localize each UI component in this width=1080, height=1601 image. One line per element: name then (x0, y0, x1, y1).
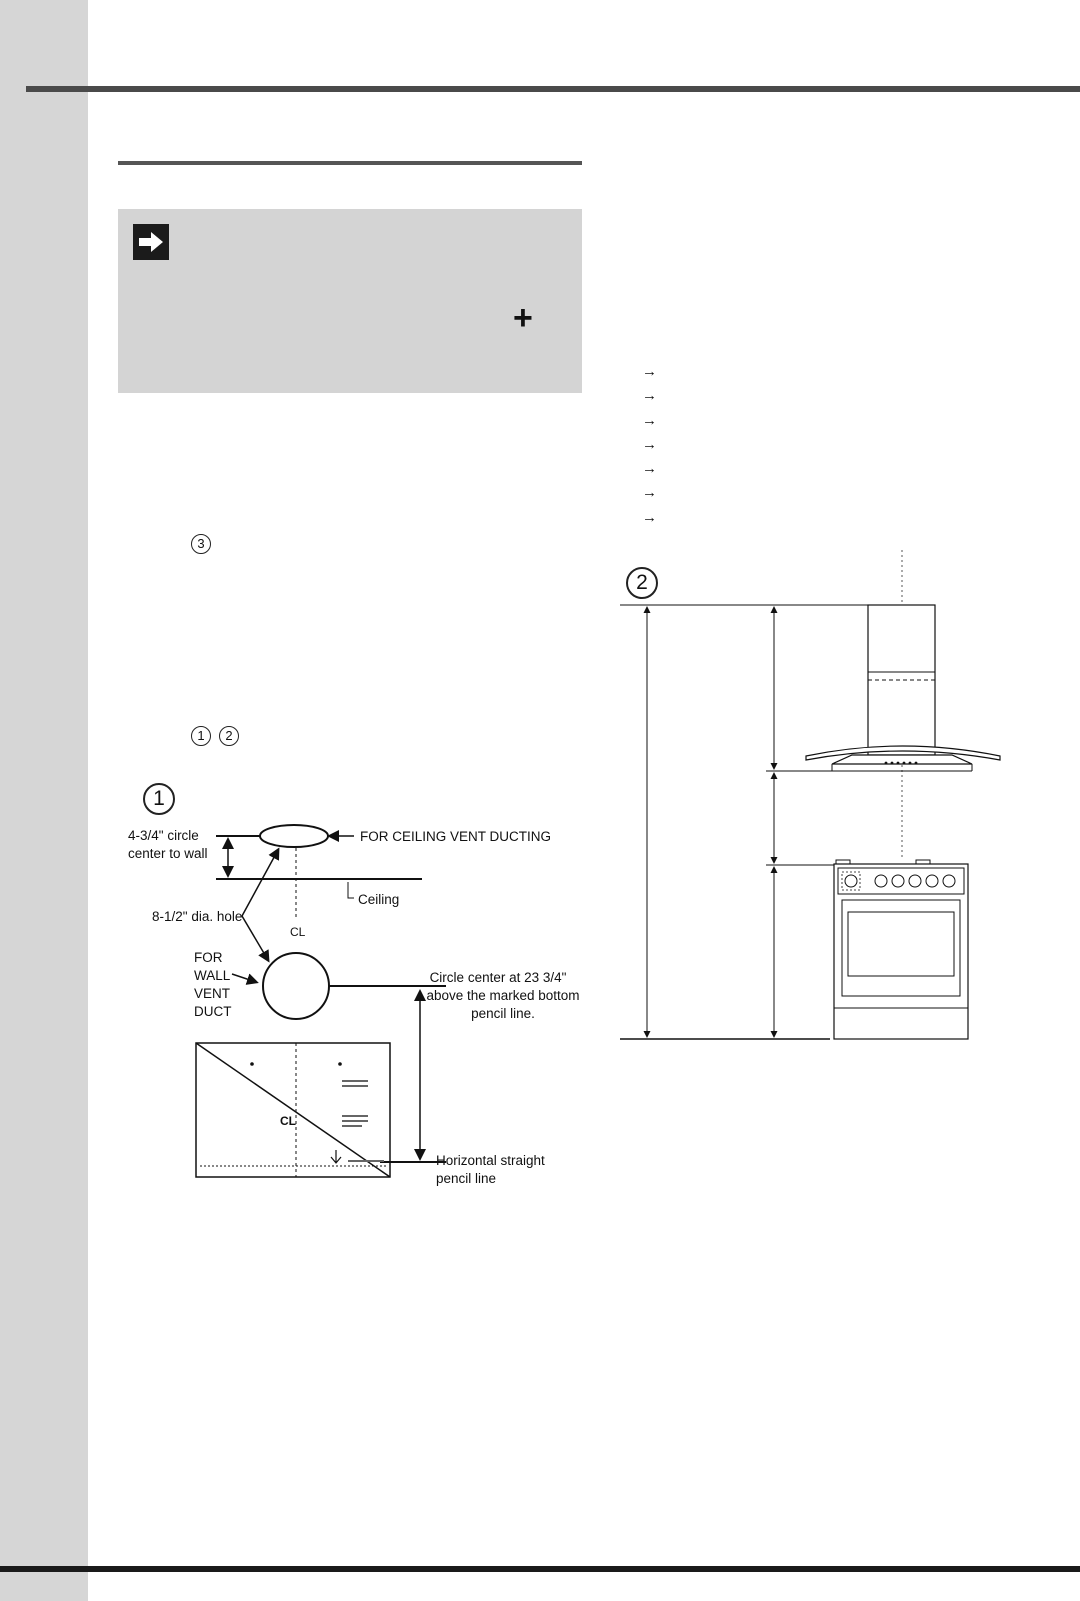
list-item (642, 362, 657, 386)
plus-symbol: + (513, 299, 533, 337)
label-ceiling-vent: FOR CEILING VENT DUCTING (360, 829, 552, 844)
figure-2-range-hood-clearance-diagram (620, 550, 1010, 1050)
label-wall-vent-2: WALL (194, 968, 231, 983)
label-horizontal-2: pencil line (436, 1171, 497, 1186)
list-item (642, 411, 657, 435)
right-arrow-icon: → (642, 411, 657, 429)
right-arrow-icon: → (642, 363, 657, 380)
right-arrow-icon: → (642, 435, 657, 453)
figure-2-number: 2 (626, 567, 658, 599)
step-ref-3: 3 (191, 534, 211, 554)
right-arrow-icon (133, 224, 169, 260)
list-item (642, 386, 657, 410)
label-template-cl: CL (280, 1114, 296, 1128)
right-arrow-icon: → (642, 484, 657, 502)
label-wall-vent-4: DUCT (194, 1004, 232, 1019)
footer-rule (0, 1566, 1080, 1572)
right-arrow-icon: → (642, 387, 657, 405)
section-rule (118, 161, 582, 165)
right-arrow-icon: → (642, 460, 657, 478)
figure-1-wall-mounting-diagram (110, 810, 590, 1200)
figure-1-number: 1 (143, 783, 175, 815)
label-wall-vent-3: VENT (194, 986, 231, 1001)
list-item (642, 459, 657, 483)
label-wall-vent-1: FOR (194, 950, 223, 965)
bullet-list (642, 362, 657, 532)
right-arrow-icon: → (642, 508, 657, 526)
side-band (0, 0, 88, 1601)
list-item (642, 435, 657, 459)
step-ref-1: 1 (191, 726, 211, 746)
list-item (642, 508, 657, 532)
label-hole: 8-1/2" dia. hole (152, 909, 243, 924)
label-circle-center-at-2: above the marked bottom (426, 988, 580, 1003)
label-circle-center-at-1: Circle center at 23 3/4" (429, 970, 567, 985)
range-appliance (834, 860, 968, 1039)
label-circle-center-1: 4-3/4" circle (128, 828, 199, 843)
label-circle-center-2: center to wall (128, 846, 208, 861)
label-circle-center-at-3: pencil line. (471, 1006, 535, 1021)
ceiling-vent-hole (260, 825, 328, 847)
note-box (118, 209, 582, 393)
list-item (642, 483, 657, 507)
step-ref-2: 2 (219, 726, 239, 746)
label-ceiling: Ceiling (358, 892, 400, 907)
wall-vent-hole (263, 953, 329, 1019)
label-centerline: CL (290, 925, 306, 939)
header-rule (26, 86, 1080, 92)
label-horizontal-1: Horizontal straight (436, 1153, 545, 1168)
